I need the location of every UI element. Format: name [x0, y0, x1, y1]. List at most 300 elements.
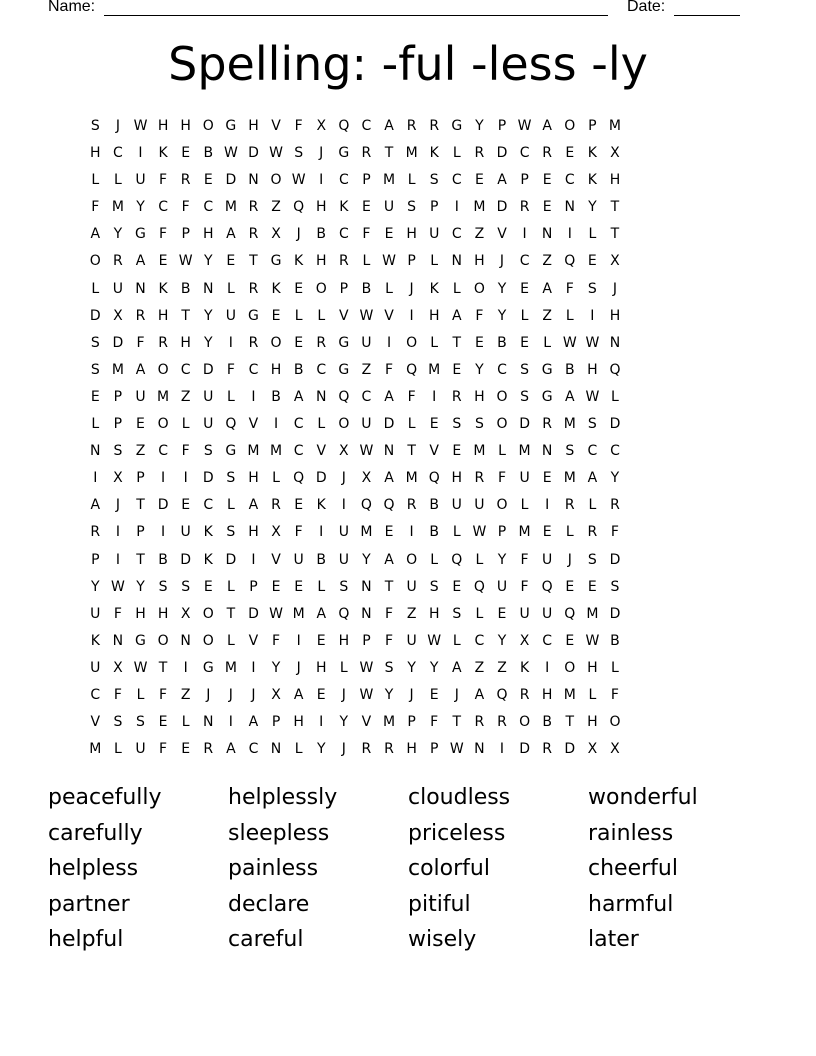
grid-letter: X	[113, 659, 123, 676]
grid-letter: H	[180, 118, 191, 134]
grid-letter: M	[224, 659, 237, 676]
grid-letter: X	[271, 524, 281, 541]
grid-letter: S	[136, 714, 145, 731]
grid-letter: R	[564, 497, 575, 514]
grid-letter: K	[203, 551, 213, 568]
grid-letter: W	[133, 118, 148, 134]
grid-letter: Y	[203, 307, 213, 324]
grid-letter: U	[429, 226, 440, 243]
grid-row	[84, 519, 626, 546]
grid-letter: X	[180, 605, 191, 622]
grid-letter: P	[249, 578, 258, 595]
grid-letter: C	[542, 632, 553, 649]
grid-letter: Q	[338, 388, 350, 405]
grid-letter: A	[293, 388, 304, 405]
grid-row	[84, 330, 626, 357]
grid-letter: F	[384, 632, 394, 649]
grid-letter: U	[203, 388, 214, 405]
grid-letter: U	[338, 551, 349, 568]
grid-letter: G	[225, 443, 237, 460]
grid-letter: T	[136, 497, 145, 514]
grid-letter: S	[520, 361, 530, 378]
grid-letter: E	[520, 334, 529, 351]
grid-letter: M	[563, 470, 576, 487]
grid-letter: O	[89, 253, 101, 270]
grid-letter: K	[203, 524, 213, 541]
grid-letter: L	[498, 443, 506, 460]
grid-row	[84, 628, 626, 655]
grid-letter: R	[271, 497, 281, 514]
grid-letter: O	[270, 334, 282, 351]
grid-letter: W	[427, 632, 442, 649]
grid-letter: J	[296, 226, 301, 243]
grid-letter: Q	[360, 497, 372, 514]
grid-letter: O	[157, 416, 169, 433]
word-list-item: cloudless	[408, 785, 511, 810]
grid-letter: U	[474, 497, 485, 514]
grid-letter: L	[294, 307, 303, 324]
grid-letter: W	[133, 659, 148, 676]
word-list-item: sleepless	[228, 820, 330, 846]
grid-letter: D	[609, 551, 621, 568]
grid-letter: I	[319, 172, 324, 189]
grid-letter: L	[113, 172, 122, 189]
grid-letter: Z	[361, 361, 372, 378]
grid-letter: E	[565, 145, 575, 162]
grid-letter: I	[409, 307, 414, 324]
grid-letter: C	[451, 226, 462, 243]
grid-letter: N	[180, 632, 191, 649]
grid-letter: I	[228, 334, 233, 351]
grid-letter: Z	[180, 388, 191, 405]
grid-letter: U	[519, 605, 530, 622]
grid-letter: G	[541, 361, 553, 378]
grid-letter: W	[110, 578, 125, 595]
grid-letter: L	[588, 226, 597, 243]
word-list-item: cheerful	[588, 856, 678, 881]
word-list-item: wonderful	[588, 785, 698, 810]
grid-letter: M	[473, 199, 486, 216]
grid-letter: R	[429, 118, 440, 134]
word-list-item: rainless	[588, 820, 674, 846]
grid-letter: A	[248, 497, 259, 514]
grid-letter: D	[609, 416, 621, 433]
grid-letter: K	[587, 172, 597, 189]
grid-letter: T	[226, 605, 236, 622]
grid-letter: O	[496, 388, 508, 405]
grid-letter: D	[89, 307, 101, 324]
grid-letter: L	[226, 632, 235, 649]
grid-letter: R	[248, 199, 259, 216]
grid-letter: C	[248, 361, 259, 378]
grid-letter: P	[429, 199, 439, 216]
grid-letter: R	[542, 145, 553, 162]
grid-letter: T	[452, 714, 462, 731]
grid-letter: E	[384, 226, 394, 243]
grid-letter: L	[475, 605, 484, 622]
grid-letter: I	[522, 226, 527, 243]
grid-letter: N	[474, 741, 485, 758]
grid-letter: I	[545, 659, 550, 676]
grid-letter: J	[612, 280, 618, 297]
grid-letter: O	[202, 118, 214, 134]
header	[0, 0, 816, 22]
grid-letter: S	[610, 578, 620, 595]
grid-row	[84, 194, 626, 221]
grid-letter: N	[383, 443, 395, 460]
grid-letter: M	[405, 470, 418, 487]
word-list-item: peacefully	[48, 785, 162, 810]
grid-letter: O	[496, 497, 508, 514]
grid-letter: I	[183, 659, 188, 676]
grid-letter: M	[111, 199, 124, 216]
grid-letter: B	[158, 551, 168, 568]
grid-letter: J	[341, 470, 346, 487]
grid-letter: A	[497, 172, 507, 189]
grid-letter: L	[588, 686, 597, 703]
grid-letter: T	[407, 443, 416, 460]
grid-letter: W	[178, 253, 193, 270]
grid-letter: L	[226, 280, 235, 297]
grid-letter: Y	[384, 686, 394, 703]
grid-letter: Y	[203, 334, 213, 351]
grid-letter: F	[384, 361, 394, 378]
grid-letter: W	[585, 334, 600, 351]
grid-letter: C	[361, 118, 372, 134]
grid-letter: E	[384, 524, 394, 541]
grid-letter: F	[475, 307, 484, 324]
grid-letter: T	[181, 307, 190, 324]
grid-letter: B	[293, 361, 304, 378]
grid-letter: E	[361, 199, 371, 216]
grid-letter: Y	[113, 226, 123, 243]
grid-letter: P	[497, 118, 507, 134]
grid-letter: N	[609, 334, 621, 351]
grid-letter: R	[90, 524, 101, 541]
grid-letter: W	[472, 524, 487, 541]
grid-row	[84, 248, 626, 275]
grid-row	[84, 655, 626, 682]
grid-letter: A	[542, 280, 552, 297]
grid-letter: C	[610, 443, 620, 460]
grid-letter: S	[407, 199, 417, 216]
grid-letter: D	[564, 741, 576, 758]
grid-letter: R	[338, 253, 349, 270]
grid-letter: H	[157, 307, 169, 324]
word-list-item: partner	[48, 891, 130, 917]
grid-letter: G	[270, 253, 282, 270]
grid-letter: K	[519, 659, 530, 676]
grid-letter: L	[91, 172, 100, 189]
grid-letter: W	[359, 686, 374, 703]
grid-letter: L	[543, 334, 552, 351]
grid-letter: S	[474, 416, 484, 433]
grid-letter: Y	[610, 470, 620, 487]
grid-letter: T	[384, 578, 394, 595]
letter-grid	[84, 113, 626, 763]
grid-letter: M	[586, 605, 599, 622]
grid-letter: T	[249, 253, 258, 270]
grid-letter: F	[520, 551, 529, 568]
grid-letter: S	[203, 443, 213, 460]
grid-letter: E	[136, 416, 145, 433]
grid-letter: P	[181, 226, 190, 243]
grid-letter: B	[316, 226, 327, 243]
grid-letter: N	[112, 632, 124, 649]
grid-letter: E	[429, 416, 439, 433]
grid-letter: I	[545, 497, 550, 514]
grid-letter: T	[136, 551, 145, 568]
grid-letter: E	[271, 578, 281, 595]
grid-letter: H	[203, 226, 214, 243]
grid-letter: H	[315, 199, 327, 216]
grid-letter: L	[430, 253, 439, 270]
grid-letter: H	[157, 118, 169, 134]
grid-letter: B	[316, 551, 327, 568]
grid-letter: W	[585, 388, 600, 405]
word-list-item: harmful	[588, 891, 674, 917]
grid-letter: E	[294, 280, 304, 297]
grid-letter: S	[90, 334, 100, 351]
grid-letter: U	[406, 632, 417, 649]
grid-letter: A	[90, 226, 101, 243]
grid-letter: A	[384, 551, 394, 568]
grid-letter: R	[497, 714, 507, 731]
grid-letter: E	[181, 741, 191, 758]
grid-letter: F	[136, 334, 145, 351]
grid-letter: Y	[136, 578, 145, 595]
grid-letter: A	[384, 388, 394, 405]
grid-letter: E	[542, 199, 552, 216]
grid-letter: H	[157, 605, 169, 622]
grid-letter: Q	[473, 578, 485, 595]
grid-letter: U	[542, 551, 553, 568]
grid-letter: V	[361, 714, 372, 731]
grid-letter: S	[113, 443, 123, 460]
grid-letter: L	[362, 253, 371, 270]
grid-letter: Q	[383, 497, 395, 514]
grid-letter: Y	[91, 578, 100, 595]
grid-letter: W	[269, 145, 283, 162]
grid-letter: I	[319, 714, 324, 731]
grid-letter: W	[359, 443, 374, 460]
grid-letter: Z	[271, 199, 281, 216]
word-list-item: painless	[228, 856, 319, 881]
grid-letter: L	[430, 551, 439, 568]
grid-letter: V	[384, 307, 394, 324]
grid-letter: O	[270, 172, 282, 189]
grid-row	[84, 276, 626, 303]
grid-letter: H	[587, 361, 598, 378]
grid-letter: M	[89, 741, 102, 758]
grid-letter: A	[474, 686, 485, 703]
grid-letter: S	[90, 118, 100, 134]
grid-letter: S	[452, 605, 462, 622]
grid-letter: U	[361, 416, 372, 433]
grid-letter: U	[135, 172, 146, 189]
grid-letter: L	[226, 388, 235, 405]
grid-letter: S	[587, 280, 597, 297]
grid-letter: J	[341, 686, 346, 703]
grid-letter: N	[203, 714, 214, 731]
grid-letter: D	[202, 470, 214, 487]
grid-letter: E	[226, 253, 236, 270]
grid-row	[84, 357, 626, 384]
grid-letter: E	[90, 388, 100, 405]
grid-letter: V	[90, 714, 101, 731]
grid-letter: Q	[293, 470, 305, 487]
grid-letter: F	[430, 714, 439, 731]
grid-letter: Y	[339, 714, 349, 731]
grid-letter: D	[202, 361, 214, 378]
grid-letter: G	[338, 361, 350, 378]
grid-letter: Z	[474, 659, 485, 676]
grid-letter: R	[474, 714, 485, 731]
grid-letter: S	[113, 714, 123, 731]
grid-letter: J	[206, 686, 211, 703]
grid-letter: E	[203, 578, 213, 595]
grid-letter: A	[384, 470, 394, 487]
grid-letter: E	[542, 470, 552, 487]
grid-letter: H	[428, 307, 440, 324]
grid-letter: P	[91, 551, 100, 568]
grid-letter: I	[251, 551, 256, 568]
grid-letter: C	[519, 253, 530, 270]
grid-letter: R	[542, 741, 553, 758]
grid-letter: Z	[542, 307, 552, 324]
grid-letter: H	[541, 686, 553, 703]
grid-letter: B	[429, 524, 439, 541]
grid-letter: T	[610, 199, 620, 216]
grid-letter: K	[587, 145, 597, 162]
grid-letter: H	[406, 741, 417, 758]
grid-letter: P	[362, 632, 371, 649]
grid-row	[84, 492, 626, 519]
grid-letter: Z	[474, 226, 485, 243]
grid-letter: J	[115, 497, 120, 514]
grid-letter: R	[451, 388, 462, 405]
grid-letter: L	[407, 172, 416, 189]
grid-letter: I	[183, 470, 188, 487]
date-label: Date:	[627, 0, 666, 15]
grid-letter: E	[542, 172, 552, 189]
grid-letter: W	[359, 307, 374, 324]
grid-letter: F	[113, 686, 122, 703]
grid-letter: D	[225, 551, 237, 568]
grid-letter: V	[429, 443, 439, 460]
grid-letter: X	[113, 307, 123, 324]
grid-letter: N	[361, 605, 372, 622]
grid-letter: Y	[497, 632, 507, 649]
grid-letter: P	[113, 416, 123, 433]
grid-letter: I	[296, 632, 301, 649]
grid-letter: U	[203, 416, 214, 433]
grid-letter: Y	[497, 280, 507, 297]
grid-letter: H	[587, 659, 598, 676]
grid-letter: F	[181, 199, 190, 216]
grid-letter: H	[315, 659, 327, 676]
grid-letter: F	[565, 280, 574, 297]
grid-letter: V	[497, 226, 507, 243]
grid-letter: D	[383, 416, 395, 433]
grid-letter: R	[361, 145, 372, 162]
grid-letter: N	[135, 280, 146, 297]
grid-letter: Z	[542, 253, 552, 270]
grid-letter: U	[496, 578, 508, 595]
grid-letter: V	[248, 632, 259, 649]
grid-letter: Y	[203, 253, 213, 270]
grid-letter: C	[361, 388, 372, 405]
grid-letter: Y	[271, 659, 281, 676]
grid-letter: A	[90, 497, 101, 514]
grid-letter: E	[294, 578, 304, 595]
grid-letter: H	[270, 361, 282, 378]
grid-letter: Q	[496, 686, 508, 703]
word-list	[48, 780, 768, 958]
grid-letter: W	[223, 145, 238, 162]
grid-letter: S	[429, 172, 439, 189]
grid-letter: U	[293, 551, 304, 568]
grid-letter: I	[567, 226, 572, 243]
grid-letter: V	[248, 416, 259, 433]
grid-letter: E	[316, 686, 326, 703]
grid-letter: F	[610, 686, 619, 703]
grid-letter: E	[181, 497, 191, 514]
grid-letter: X	[361, 470, 372, 487]
grid-letter: K	[158, 145, 168, 162]
grid-row	[84, 411, 626, 438]
grid-letter: I	[319, 524, 324, 541]
grid-row	[84, 113, 626, 140]
grid-letter: D	[496, 199, 508, 216]
grid-letter: P	[407, 714, 416, 731]
grid-letter: U	[135, 388, 146, 405]
grid-letter: T	[610, 226, 620, 243]
grid-letter: E	[181, 145, 191, 162]
grid-letter: R	[406, 497, 417, 514]
grid-letter: T	[384, 145, 394, 162]
grid-letter: O	[315, 280, 327, 297]
grid-letter: I	[409, 524, 414, 541]
word-list-item: later	[588, 927, 639, 952]
grid-letter: U	[90, 605, 101, 622]
grid-letter: J	[341, 741, 346, 758]
grid-letter: K	[158, 280, 168, 297]
grid-letter: L	[226, 578, 235, 595]
grid-letter: X	[587, 741, 598, 758]
grid-letter: C	[293, 416, 304, 433]
grid-letter: Y	[475, 361, 484, 378]
grid-letter: T	[452, 334, 462, 351]
grid-row	[84, 465, 626, 492]
grid-letter: H	[180, 334, 191, 351]
grid-letter: A	[587, 470, 598, 487]
word-list-item: helpful	[48, 927, 124, 952]
grid-letter: M	[157, 388, 170, 405]
grid-letter: F	[272, 632, 281, 649]
grid-letter: S	[565, 443, 575, 460]
grid-letter: L	[452, 632, 461, 649]
grid-letter: L	[430, 334, 439, 351]
grid-letter: I	[115, 524, 120, 541]
grid-letter: W	[585, 632, 600, 649]
grid-letter: S	[520, 388, 530, 405]
grid-letter: F	[159, 686, 168, 703]
grid-letter: R	[158, 334, 168, 351]
grid-letter: P	[520, 172, 529, 189]
grid-letter: S	[226, 470, 236, 487]
grid-letter: G	[451, 118, 463, 134]
